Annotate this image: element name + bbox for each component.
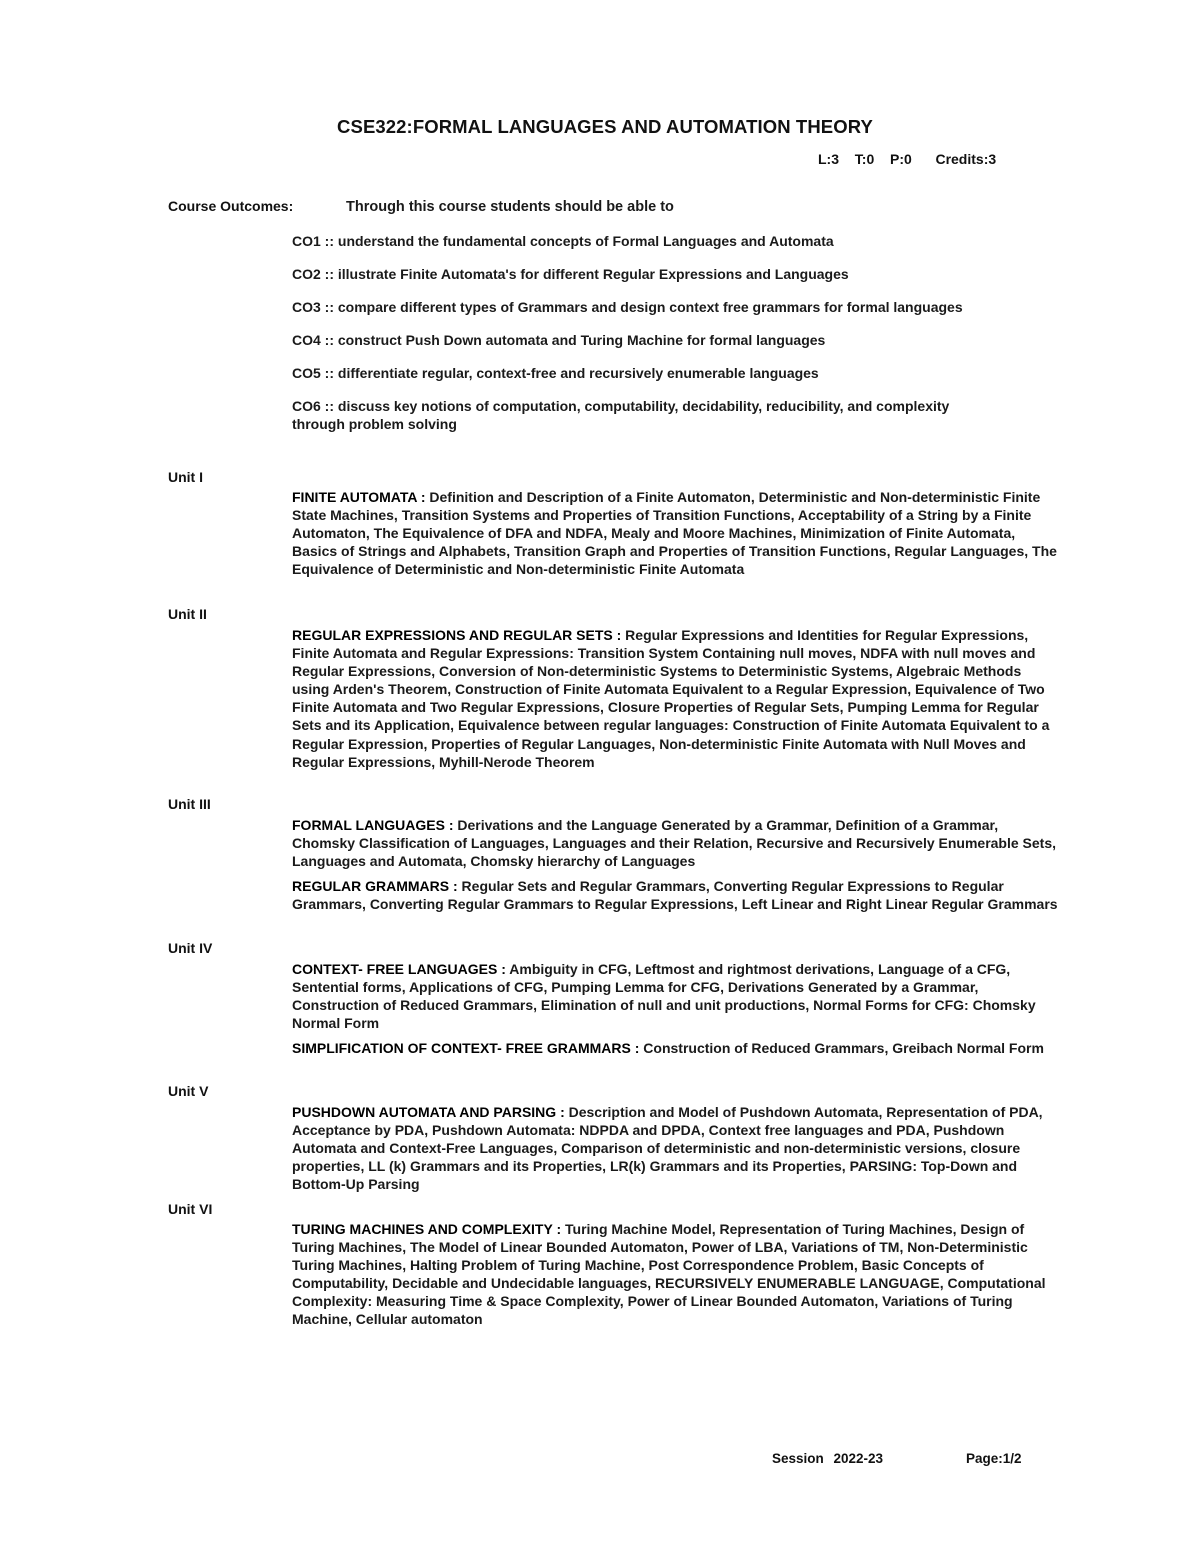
section-heading: PUSHDOWN AUTOMATA AND PARSING :: [292, 1104, 565, 1120]
unit-body: [292, 816, 1062, 920]
unit-section: [292, 1103, 1062, 1193]
unit-label: Unit III: [168, 796, 211, 812]
unit-body: [292, 488, 1062, 585]
unit-section: [292, 816, 1062, 870]
unit-section: [292, 488, 1062, 578]
unit-label: Unit VI: [168, 1201, 213, 1217]
section-text: Derivations and the Language Generated by a Grammar, Definition of a Grammar, Chomsky Classification of Languages, Languages and their Relation, Recursive and Recursively Enumerable Sets, Languages and Automata, Chomsky hierarchy of Languages: [292, 817, 1057, 870]
section-text: Regular Expressions and Identities for Regular Expressions, Finite Automata and Regular Expressions: Transition System Containing null moves, NDFA with null moves and Regular Expressions, Conversion of Non-deterministic Systems to Deterministic Systems, Algebraic Methods using Arden's Theorem, Construction of Finite Automata Equivalent to a Regular Expression, Equivalence of Two Finite Automata and Two Regular Expressions, Closure Properties of Regular Sets, Pumping Lemma for Regular Sets and its Application, Equivalence between regular languages: Construction of Finite Automata Equivalent to a Regular Expression, Properties of Regular Languages, Non-deterministic Finite Automata with Null Moves and Regular Expressions, Myhill-Nerode Theorem: [292, 627, 1050, 770]
unit-section: [292, 1039, 1062, 1057]
course-outcome-item: CO3 :: compare different types of Grammars and design context free grammars for formal languages: [292, 299, 963, 315]
course-outcomes-label: Course Outcomes:: [168, 198, 294, 214]
unit-section: [292, 1220, 1062, 1329]
footer-session: Session 2022-23: [772, 1451, 884, 1466]
unit-label: Unit II: [168, 606, 207, 622]
section-text: Regular Sets and Regular Grammars, Converting Regular Expressions to Regular Grammars, Converting Regular Grammars to Regular Expressions, Left Linear and Right Linear Regular Grammars: [292, 878, 1058, 913]
unit-section: [292, 960, 1062, 1032]
unit-body: [292, 626, 1062, 778]
unit-body: [292, 1220, 1062, 1336]
course-outcome-item: CO2 :: illustrate Finite Automata's for different Regular Expressions and Languages: [292, 266, 849, 282]
section-text: Ambiguity in CFG, Leftmost and rightmost derivations, Language of a CFG, Sentential forms, Applications of CFG, Pumping Lemma for CFG, Derivations Generated by a Grammar, Construction of Reduced Grammars, Elimination of null and unit productions, Normal Forms for CFG: Chomsky Normal Form: [292, 961, 1036, 1032]
page-title: CSE322:FORMAL LANGUAGES AND AUTOMATION THEORY: [337, 116, 873, 137]
unit-label: Unit I: [168, 469, 203, 485]
section-heading: REGULAR EXPRESSIONS AND REGULAR SETS :: [292, 627, 622, 643]
section-heading: FINITE AUTOMATA :: [292, 489, 426, 505]
unit-label: Unit V: [168, 1083, 209, 1099]
course-outcome-item: CO1 :: understand the fundamental concepts of Formal Languages and Automata: [292, 233, 834, 249]
section-text: Description and Model of Pushdown Automata, Representation of PDA, Acceptance by PDA, Pushdown Automata: NDPDA and DPDA, Context free languages and PDA, Pushdown Automata and Context-Free Languages, Comparison of deterministic and non-deterministic versions, closure properties, LL (k) Grammars and its Properties, LR(k) Grammars and its Properties, PARSING: Top-Down and Bottom-Up Parsing: [292, 1104, 1043, 1193]
unit-body: [292, 1103, 1062, 1200]
course-outcome-item: CO6 :: discuss key notions of computation, computability, decidability, reducibility, and complexity through problem solving: [292, 398, 950, 432]
section-text: Turing Machine Model, Representation of Turing Machines, Design of Turing Machines, The Model of Linear Bounded Automaton, Power of LBA, Variations of TM, Non-Deterministic Turing Machines, Halting Problem of Turing Machine, Post Correspondence Problem, Basic Concepts of Computability, Decidable and Undecidable languages, RECURSIVELY ENUMERABLE LANGUAGE, Computational Complexity: Measuring Time & Space Complexity, Power of Linear Bounded Automaton, Variations of Turing Machine, Cellular automaton: [292, 1221, 1046, 1328]
course-outcome-item: CO5 :: differentiate regular, context-free and recursively enumerable languages: [292, 365, 819, 381]
section-heading: TURING MACHINES AND COMPLEXITY :: [292, 1221, 562, 1237]
section-text: Construction of Reduced Grammars, Greibach Normal Form: [639, 1040, 1044, 1057]
section-heading: CONTEXT- FREE LANGUAGES :: [292, 961, 506, 977]
section-heading: SIMPLIFICATION OF CONTEXT- FREE GRAMMARS :: [292, 1040, 640, 1057]
unit-section: [292, 626, 1062, 771]
section-text: Definition and Description of a Finite Automaton, Deterministic and Non-deterministic Finite State Machines, Transition Systems and Properties of Transition Functions, Acceptability of a String by a Finite Automaton, The Equivalence of DFA and NDFA, Mealy and Moore Machines, Minimization of Finite Automata, Basics of Strings and Alphabets, Transition Graph and Properties of Transition Functions, Regular Languages, The Equivalence of Deterministic and Non-deterministic Finite Automata: [292, 489, 1057, 578]
unit-body: [292, 960, 1062, 1064]
section-heading: REGULAR GRAMMARS :: [292, 878, 458, 895]
ltp-credits: L:3 T:0 P:0 Credits:3: [818, 151, 997, 167]
footer-page-number: Page:1/2: [966, 1451, 1022, 1466]
unit-section: [292, 877, 1062, 913]
course-outcomes-intro: Through this course students should be able to: [346, 199, 674, 215]
unit-label: Unit IV: [168, 940, 213, 956]
section-heading: FORMAL LANGUAGES :: [292, 817, 454, 833]
course-outcome-item: CO4 :: construct Push Down automata and Turing Machine for formal languages: [292, 332, 826, 348]
course-outcomes-list: [292, 232, 992, 448]
